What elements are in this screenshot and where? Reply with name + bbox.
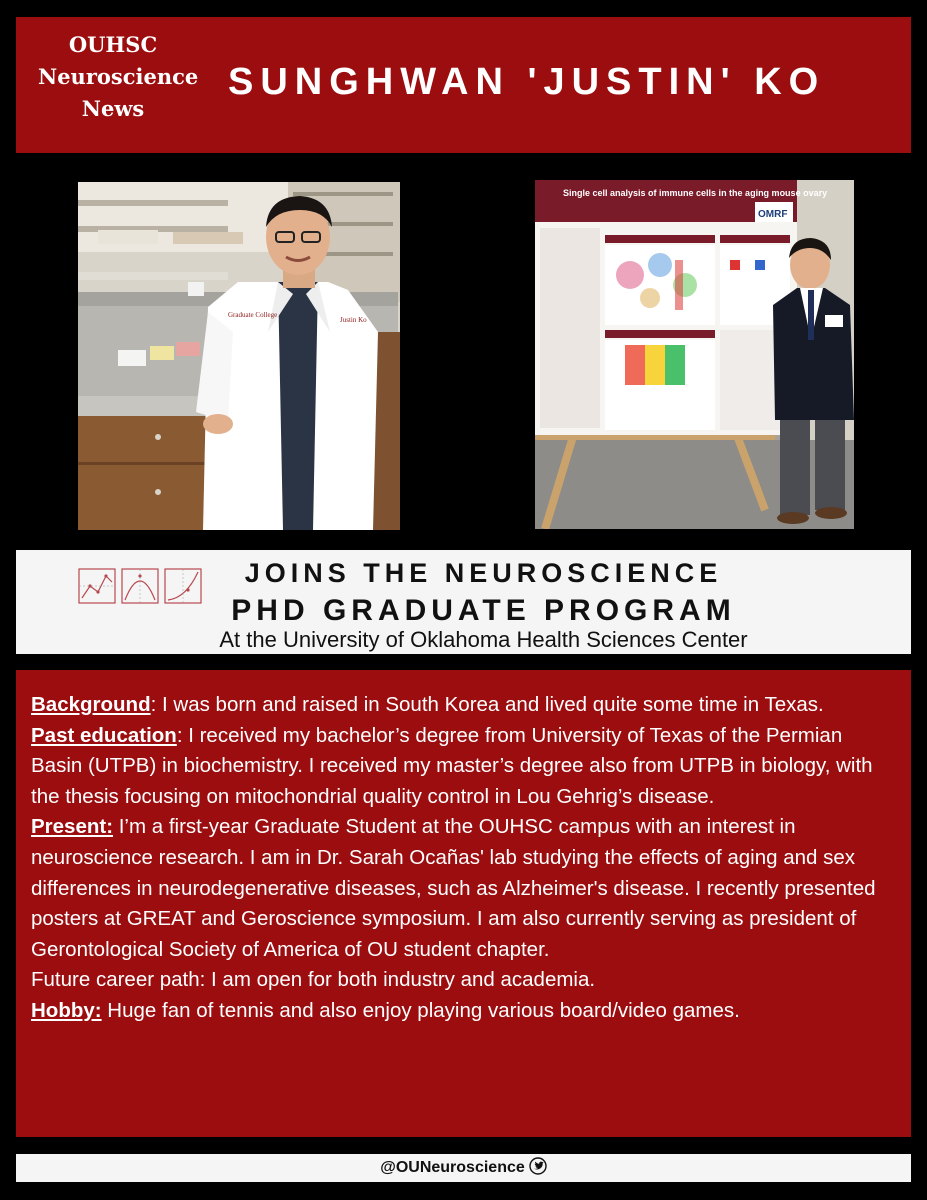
banner-headline-1: JOINS THE NEUROSCIENCE [244,558,723,588]
newsletter-logo [38,29,199,125]
present-label: Present: [31,815,114,839]
past-education-text: : I received my bachelor’s degree from University of Texas of the Permian Basin (UTPB) in biochemistry. I received my master’s degree also from UTPB in biology, with the thesis focusing on mitochondrial quality control in Lou Gehrig’s disease. [31,723,873,808]
background-label: Background [31,693,151,716]
past-education-paragraph [31,721,893,813]
logo-line-2: Neuroscience [38,64,199,89]
page-title: SUNGHWAN 'JUSTIN' KO [228,61,826,103]
lab-portrait-photo [78,182,400,530]
coat-name-label: Justin Ko [340,316,367,324]
poster-title: Single cell analysis of immune cells in the aging mouse ovary [563,188,828,198]
background-text: : I was born and raised in South Korea and lived quite some time in Texas. [150,693,824,716]
past-education-label: Past education [31,723,177,747]
bio-section [16,670,911,1137]
present-text: I’m a first-year Graduate Student at the OUHSC campus with an interest in neuroscience research. I am in Dr. Sarah Ocañas' lab studying the effects of aging and sex differences in neurodegenerative diseases, such as Alzheimer's disease. I recently presented posters at GREAT and Geroscience symposium. I am also currently serving as president of Gerontological Society of America of OU student chapter. [31,815,876,961]
poster-presentation-photo [535,180,854,529]
poster-logo: OMRF [758,209,788,220]
logo-line-3: News [81,96,145,121]
footer-bar [16,1154,911,1182]
twitter-icon[interactable] [529,1157,547,1180]
banner-subtitle: At the University of Oklahoma Health Sciences Center [219,627,748,652]
background-paragraph [31,690,893,721]
program-banner [16,550,911,654]
svg-text:Graduate College: Graduate College [228,311,278,319]
logo-line-1: OUHSC [68,32,158,57]
future-career-paragraph: Future career path: I am open for both industry and academia. [31,968,596,992]
present-paragraph [31,812,893,965]
social-handle[interactable]: @OUNeuroscience [380,1159,525,1176]
hobby-text: Huge fan of tennis and also enjoy playing various board/video games. [101,998,740,1022]
hobby-paragraph [31,996,893,1027]
header-banner [16,17,911,153]
hobby-label: Hobby: [31,998,102,1022]
banner-headline-2: PHD GRADUATE PROGRAM [231,594,736,627]
